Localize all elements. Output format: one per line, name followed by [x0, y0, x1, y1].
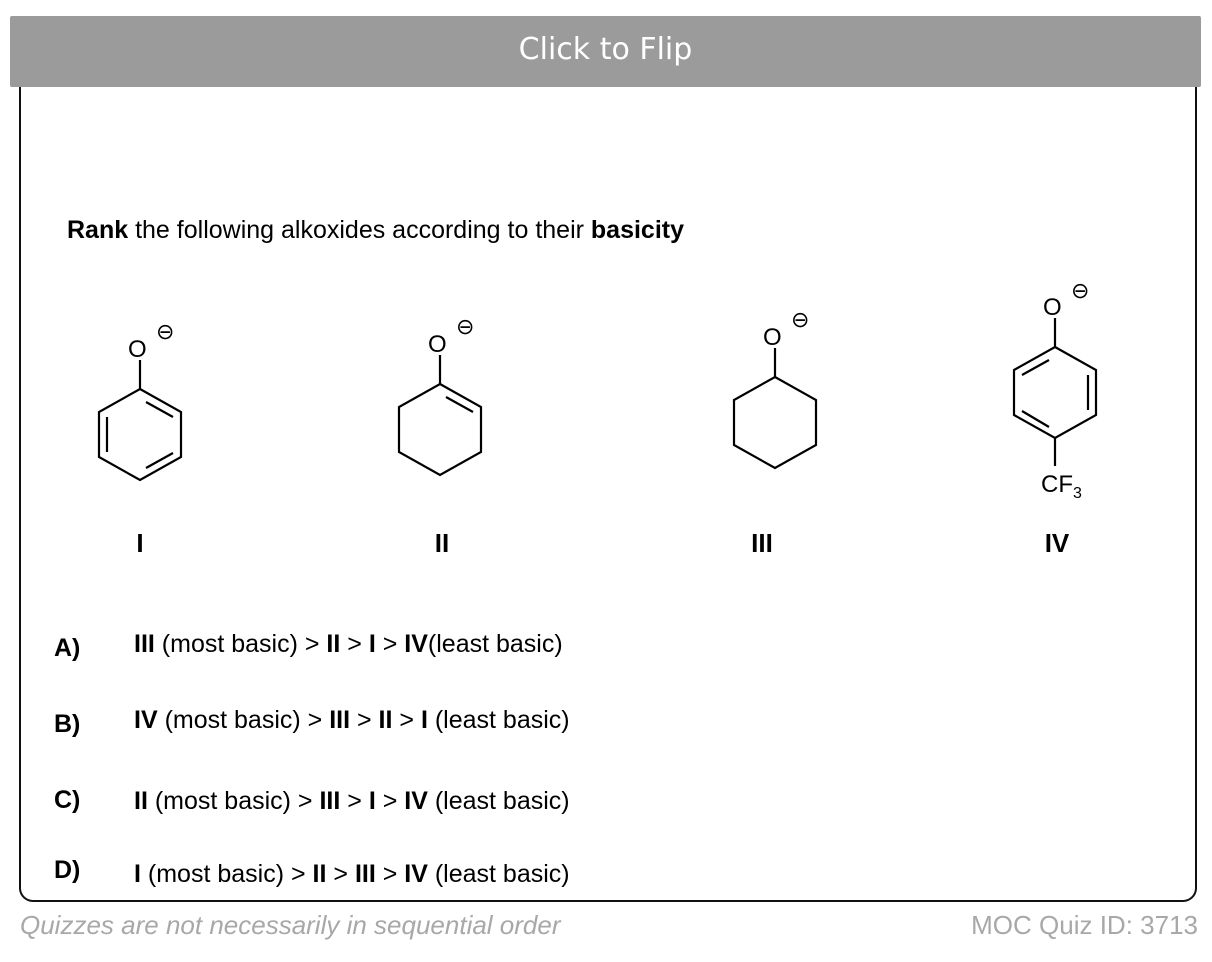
molecule-iv-oxygen: O — [1043, 294, 1062, 321]
option-a-letter[interactable]: A) — [54, 634, 81, 662]
option-d-letter[interactable]: D) — [54, 856, 81, 884]
option-b-letter[interactable]: B) — [54, 710, 81, 738]
flip-button[interactable] — [10, 16, 1201, 87]
quiz-id: MOC Quiz ID: 3713 — [971, 910, 1198, 940]
molecule-i-oxygen: O — [128, 336, 147, 363]
molecule-ii-structure — [380, 300, 520, 480]
option-c-letter[interactable]: C) — [54, 786, 81, 814]
question-text — [67, 216, 684, 245]
molecule-iv-substituent: $CF_3$ — [1041, 471, 1082, 502]
molecule-ii-oxygen: O — [428, 331, 447, 358]
molecule-iv-label: IV — [1044, 528, 1070, 558]
molecule-iii-structure — [715, 293, 855, 473]
footer-note: Quizzes are not necessarily in sequential order — [20, 910, 561, 940]
molecule-i-structure — [80, 305, 220, 485]
molecule-i-label: I — [136, 528, 144, 558]
option-d-text[interactable]: I (most basic) > II > III > IV (least basic) — [134, 860, 570, 888]
flip-button-label: Click to Flip — [518, 32, 693, 67]
molecule-iv-charge: ⊖ — [1071, 278, 1090, 303]
option-b-text[interactable]: IV (most basic) > III > II > I (least basic) — [134, 706, 570, 734]
molecule-iv-structure — [995, 270, 1135, 510]
question-middle: the following alkoxides according to their — [128, 216, 591, 244]
question-keyword: basicity — [590, 216, 685, 244]
molecule-ii-label: II — [434, 528, 450, 558]
option-c-text[interactable]: II (most basic) > III > I > IV (least basic) — [134, 787, 570, 815]
molecule-iii-charge: ⊖ — [791, 307, 810, 332]
question-verb: Rank — [67, 216, 129, 244]
molecule-i-charge: ⊖ — [156, 319, 175, 344]
molecule-ii-charge: ⊖ — [456, 314, 475, 339]
molecule-iii-label: III — [751, 528, 773, 558]
option-a-text[interactable]: III (most basic) > II > I > IV(least basic) — [134, 630, 563, 658]
molecule-iii-oxygen: O — [763, 324, 782, 351]
